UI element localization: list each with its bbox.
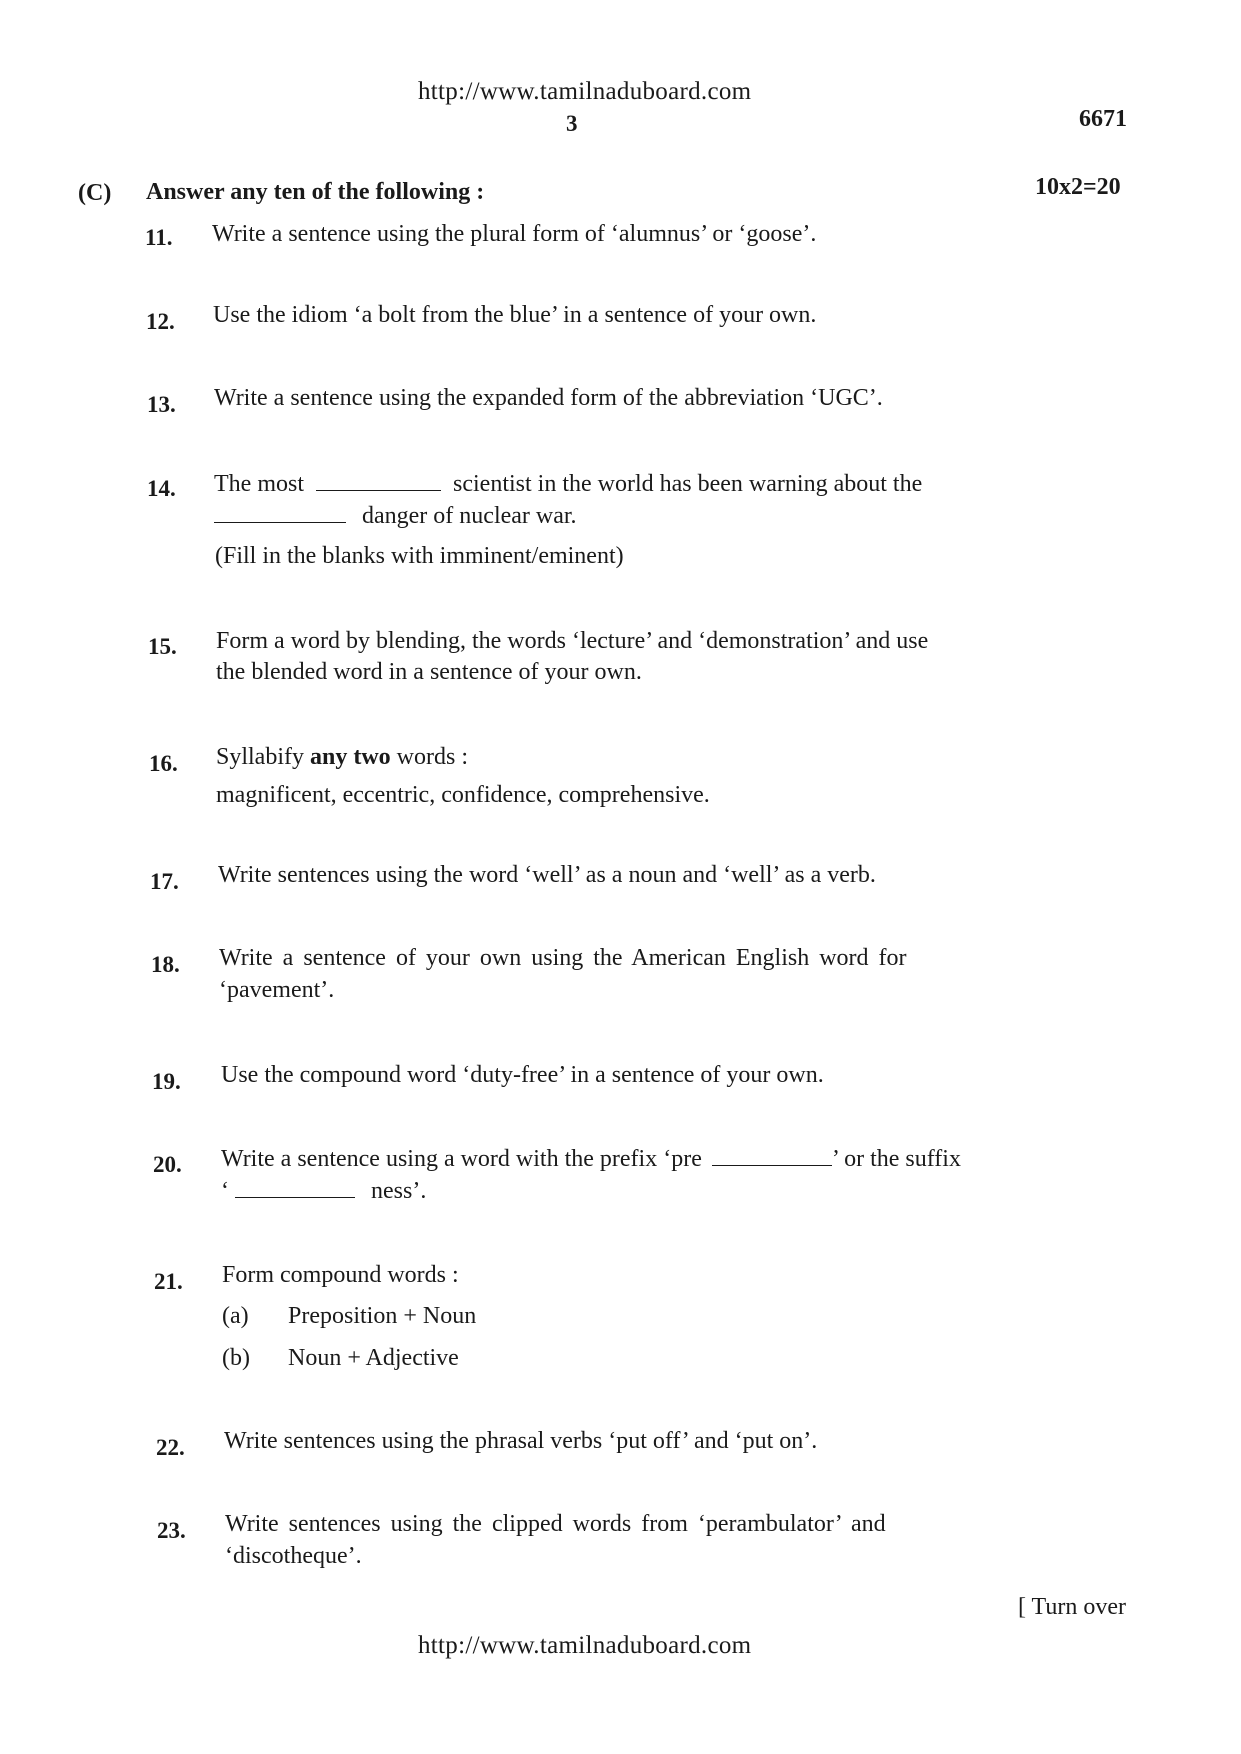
turn-over-label: [ Turn over bbox=[1018, 1594, 1127, 1620]
question-text: Use the compound word ‘duty-free’ in a sentence of your own. bbox=[221, 1062, 824, 1088]
question-text: Write a sentence of your own using the American English word for bbox=[219, 945, 907, 971]
question-text: ’ or the suffix bbox=[831, 1146, 961, 1172]
fill-blank bbox=[316, 470, 441, 491]
question-text: scientist in the world has been warning about the bbox=[453, 471, 923, 497]
question-line bbox=[221, 1145, 961, 1173]
question-text: words : bbox=[396, 744, 469, 770]
question-text: danger of nuclear war. bbox=[362, 503, 577, 529]
question-text: Form compound words : bbox=[222, 1262, 459, 1288]
question-text: Write a sentence using the plural form of ‘alumnus’ or ‘goose’. bbox=[212, 221, 817, 247]
section-label: (C) bbox=[78, 180, 112, 206]
question-text: Write a sentence using a word with the prefix ‘pre bbox=[221, 1146, 702, 1172]
question-emphasis: any two bbox=[310, 744, 391, 770]
question-text: Write sentences using the phrasal verbs ‘put off’ and ‘put on’. bbox=[224, 1428, 818, 1454]
question-number: 22. bbox=[156, 1435, 185, 1460]
question-text: the blended word in a sentence of your own. bbox=[216, 659, 642, 685]
question-text: Use the idiom ‘a bolt from the blue’ in a sentence of your own. bbox=[213, 302, 817, 328]
question-text: Write a sentence using the expanded form of the abbreviation ‘UGC’. bbox=[214, 385, 883, 411]
question-text: ‘ bbox=[221, 1178, 229, 1204]
fill-blank bbox=[214, 502, 346, 523]
question-number: 16. bbox=[149, 751, 178, 776]
question-number: 11. bbox=[145, 225, 173, 250]
question-number: 12. bbox=[146, 309, 175, 334]
question-text: Write sentences using the word ‘well’ as a noun and ‘well’ as a verb. bbox=[218, 862, 876, 888]
question-line bbox=[221, 1177, 426, 1205]
page-number: 3 bbox=[566, 111, 578, 136]
fill-blank bbox=[712, 1145, 832, 1166]
question-text: ‘pavement’. bbox=[219, 977, 335, 1003]
question-number: 20. bbox=[153, 1152, 182, 1177]
paper-code: 6671 bbox=[1079, 106, 1127, 132]
question-number: 19. bbox=[152, 1069, 181, 1094]
section-marks: 10x2=20 bbox=[1035, 174, 1121, 200]
question-line bbox=[214, 470, 922, 498]
option-label: (a) bbox=[222, 1303, 249, 1329]
question-number: 21. bbox=[154, 1269, 183, 1294]
question-text: Syllabify bbox=[216, 744, 304, 770]
section-instruction: Answer any ten of the following : bbox=[146, 179, 485, 205]
question-note: (Fill in the blanks with imminent/eminent) bbox=[215, 543, 624, 569]
question-number: 23. bbox=[157, 1518, 186, 1543]
question-number: 13. bbox=[147, 392, 176, 417]
question-text: ‘discotheque’. bbox=[225, 1543, 362, 1569]
question-text: Write sentences using the clipped words from ‘perambulator’ and bbox=[225, 1511, 886, 1537]
question-text: Form a word by blending, the words ‘lecture’ and ‘demonstration’ and use bbox=[216, 628, 929, 654]
question-number: 14. bbox=[147, 476, 176, 501]
question-number: 17. bbox=[150, 869, 179, 894]
footer-url: http://www.tamilnaduboard.com bbox=[418, 1632, 752, 1659]
question-number: 15. bbox=[148, 634, 177, 659]
question-line bbox=[216, 744, 468, 771]
option-label: (b) bbox=[222, 1345, 250, 1371]
question-text: ness’. bbox=[371, 1178, 427, 1204]
header-url: http://www.tamilnaduboard.com bbox=[418, 78, 752, 105]
question-word-list: magnificent, eccentric, confidence, comprehensive. bbox=[216, 782, 710, 808]
option-text: Noun + Adjective bbox=[288, 1345, 459, 1371]
question-text: The most bbox=[214, 471, 304, 497]
question-line bbox=[214, 502, 577, 530]
option-text: Preposition + Noun bbox=[288, 1303, 477, 1329]
question-number: 18. bbox=[151, 952, 180, 977]
fill-blank bbox=[235, 1177, 355, 1198]
